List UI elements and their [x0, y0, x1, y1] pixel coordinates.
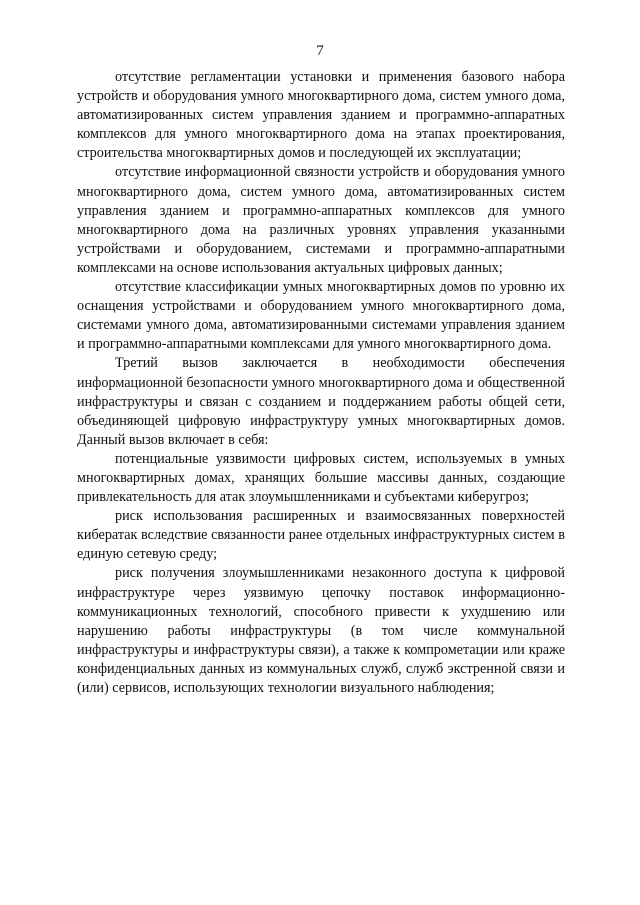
paragraph: отсутствие информационной связности устройств и оборудования умного многоквартирного дома, систем умного дома, автоматизированных систем управления зданием и программно-аппаратных комплексов для умного многоквартирного дома на различных уровнях управления указанными устройствами и оборудованием, системами и программно-аппаратными комплексами на основе использования актуальных цифровых данных;	[77, 164, 565, 276]
paragraph: риск получения злоумышленниками незаконного доступа к цифровой инфраструктуре через уязвимую цепочку поставок информационно-коммуникационных технологий, способного привести к ухудшению или нарушению работы инфраструктуры (в том числе коммунальной инфраструктуры и инфраструктуры связи), а также к компрометации или краже конфиденциальных данных из коммунальных служб, служб экстренной связи и (или) сервисов, использующих технологии визуального наблюдения;	[77, 565, 565, 696]
page-number: 7	[316, 43, 324, 59]
paragraph: Третий вызов заключается в необходимости обеспечения информационной безопасности умного многоквартирного дома и общественной инфраструктуры и связан с созданием и поддержанием работы общей сети, объединяющей цифровую инфраструктуру умных многоквартирных домов. Данный вызов включает в себя:	[77, 355, 565, 448]
paragraph: отсутствие регламентации установки и применения базового набора устройств и оборудования умного многоквартирного дома, систем умного дома, автоматизированных систем управления зданием и программно-аппаратных комплексов для умного многоквартирного дома на этапах проектирования, строительства многоквартирных домов и последующей их эксплуатации;	[77, 69, 565, 162]
document-body	[77, 68, 565, 698]
paragraph: отсутствие классификации умных многоквартирных домов по уровню их оснащения устройствами и оборудованием умного многоквартирного дома, системами умного дома, автоматизированными системами управления зданием и программно-аппаратными комплексами для умного многоквартирного дома.	[77, 279, 565, 353]
paragraph: риск использования расширенных и взаимосвязанных поверхностей кибератак вследствие связанности ранее отдельных инфраструктурных систем в единую сетевую среду;	[77, 508, 565, 563]
paragraph: потенциальные уязвимости цифровых систем, используемых в умных многоквартирных домах, хранящих большие массивы данных, создающие привлекательность для атак злоумышленниками и субъектами киберугроз;	[77, 450, 565, 506]
